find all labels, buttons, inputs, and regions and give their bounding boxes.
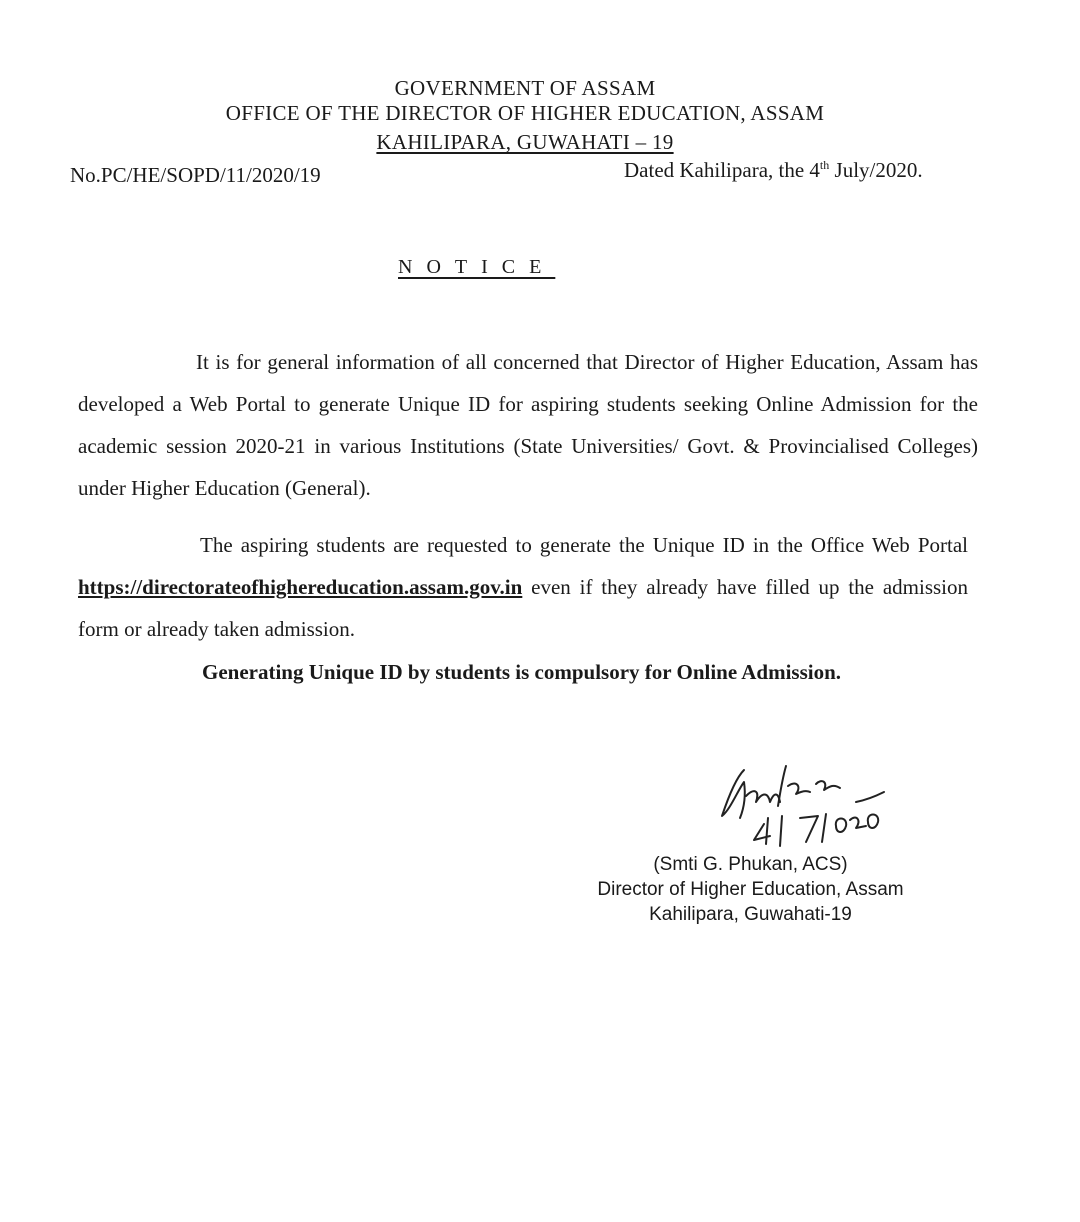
signature-block [578, 852, 923, 927]
handwritten-signature [716, 762, 891, 847]
header-government: GOVERNMENT OF ASSAM [394, 76, 656, 100]
dated-suffix: July/2020. [829, 158, 923, 182]
notice-title: NOTICE [398, 256, 556, 278]
signatory-address: Kahilipara, Guwahati-19 [649, 904, 852, 925]
header-address: KAHILIPARA, GUWAHATI – 19 [376, 130, 674, 154]
dated-ordinal: th [819, 158, 830, 172]
portal-link[interactable]: https://directorateofhighereducation.assam.gov.in [78, 575, 523, 599]
reference-number: No.PC/HE/SOPD/11/2020/19 [70, 163, 321, 187]
compulsory-statement: Generating Unique ID by students is compulsory for Online Admission. [202, 660, 842, 684]
paragraph-portal-info: It is for general information of all concerned that Director of Higher Education, Assam has developed a Web Portal to generate Unique ID for aspiring students seeking Online Admission for the academic session 2020-21 in various Institutions (State Universities/ Govt. & Provincialised Colleges) under Higher Education (General). [78, 350, 978, 500]
paragraph-instructions-text: The aspiring students are requested to generate the Unique ID in the Office Web Portal [200, 533, 968, 557]
signatory-designation: Director of Higher Education, Assam [597, 879, 904, 900]
dated-prefix: Dated Kahilipara, the 4 [624, 158, 820, 182]
signature-strokes [722, 766, 884, 846]
header-office: OFFICE OF THE DIRECTOR OF HIGHER EDUCATION, ASSAM [225, 101, 825, 125]
signatory-name: (Smti G. Phukan, ACS) [653, 854, 848, 875]
dated-line [624, 158, 923, 183]
paragraph-instructions-text-end: even if they already have filled up the admission form or already taken admission. [78, 575, 968, 641]
paragraph-instructions [78, 524, 968, 650]
